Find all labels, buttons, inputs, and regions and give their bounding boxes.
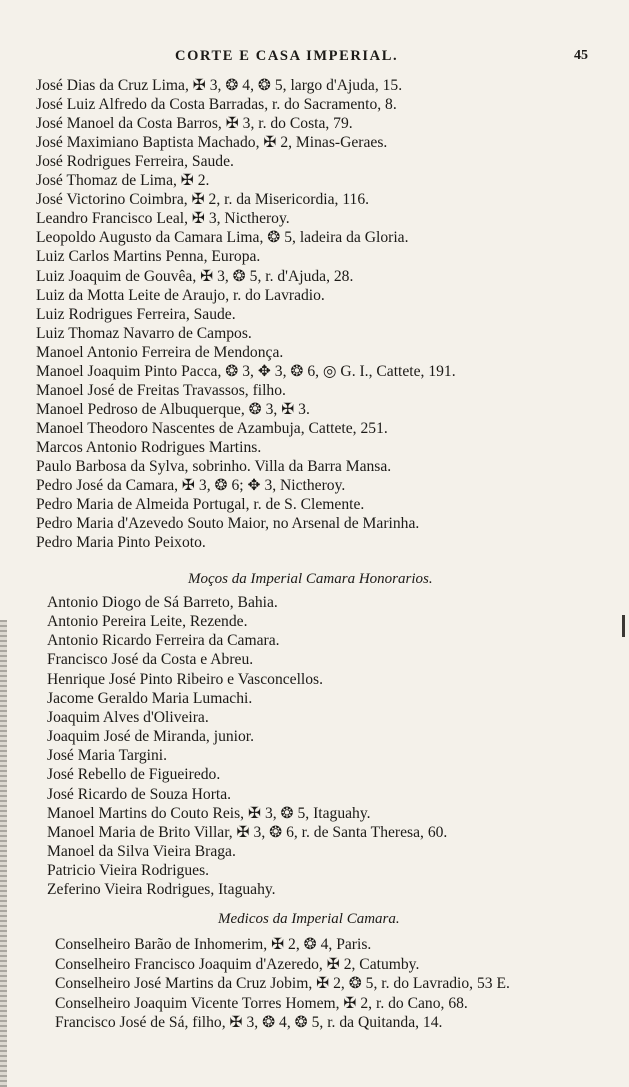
list-item: Manoel José de Freitas Travassos, filho. bbox=[36, 381, 286, 399]
list-item: Manoel Pedroso de Albuquerque, ❂ 3, ✠ 3. bbox=[36, 400, 310, 418]
page-edge-shadow bbox=[0, 620, 7, 1087]
list-item: Henrique José Pinto Ribeiro e Vasconcellos. bbox=[47, 670, 324, 688]
list-item: José Manoel da Costa Barros, ✠ 3, r. do Costa, 79. bbox=[36, 115, 353, 133]
list-item: José Rodrigues Ferreira, Saude. bbox=[36, 153, 234, 171]
list-item: Pedro Maria de Almeida Portugal, r. de S. Clemente. bbox=[36, 496, 365, 514]
section-heading-medicos: Medicos da Imperial Camara. bbox=[218, 911, 400, 927]
list-item: José Thomaz de Lima, ✠ 2. bbox=[36, 172, 210, 190]
list-item: Manoel Maria de Brito Villar, ✠ 3, ❂ 6, r. de Santa Theresa, 60. bbox=[47, 823, 448, 841]
list-item: José Ricardo de Souza Horta. bbox=[47, 785, 232, 803]
list-item: Manoel Theodoro Nascentes de Azambuja, Cattete, 251. bbox=[36, 419, 388, 437]
list-item: Francisco José de Sá, filho, ✠ 3, ❂ 4, ❂ 5, r. da Quitanda, 14. bbox=[55, 1014, 443, 1032]
list-item: Jacome Geraldo Maria Lumachi. bbox=[47, 689, 253, 707]
list-item: José Maximiano Baptista Machado, ✠ 2, Minas-Geraes. bbox=[36, 134, 388, 152]
list-item: Joaquim José de Miranda, junior. bbox=[47, 728, 255, 746]
list-item: Leopoldo Augusto da Camara Lima, ❂ 5, ladeira da Gloria. bbox=[36, 229, 409, 247]
list-item: Conselheiro Joaquim Vicente Torres Homem, ✠ 2, r. do Cano, 68. bbox=[55, 994, 468, 1012]
list-item: Manoel da Silva Vieira Braga. bbox=[47, 842, 236, 860]
list-item: Luiz Joaquim de Gouvêa, ✠ 3, ❂ 5, r. d'Ajuda, 28. bbox=[36, 267, 354, 285]
list-item: Manoel Antonio Ferreira de Mendonça. bbox=[36, 343, 284, 361]
running-title: CORTE E CASA IMPERIAL. bbox=[175, 48, 399, 64]
list-item: Antonio Pereira Leite, Rezende. bbox=[47, 613, 248, 631]
list-item: Francisco José da Costa e Abreu. bbox=[47, 651, 254, 669]
margin-mark bbox=[622, 615, 625, 637]
page-number: 45 bbox=[574, 48, 588, 63]
list-item: Patricio Vieira Rodrigues. bbox=[47, 862, 210, 880]
list-item: Zeferino Vieira Rodrigues, Itaguahy. bbox=[47, 881, 276, 899]
list-item: Leandro Francisco Leal, ✠ 3, Nictheroy. bbox=[36, 210, 290, 228]
list-item: Manoel Joaquim Pinto Pacca, ❂ 3, ✥ 3, ❂ 6, ◎ G. I., Cattete, 191. bbox=[36, 362, 456, 380]
list-item: Pedro José da Camara, ✠ 3, ❂ 6; ✥ 3, Nictheroy. bbox=[36, 477, 346, 495]
list-item: Antonio Ricardo Ferreira da Camara. bbox=[47, 632, 280, 650]
list-item: José Dias da Cruz Lima, ✠ 3, ❂ 4, ❂ 5, largo d'Ajuda, 15. bbox=[36, 77, 403, 94]
list-item: Conselheiro Francisco Joaquim d'Azeredo, ✠ 2, Catumby. bbox=[55, 955, 420, 973]
list-item: Marcos Antonio Rodrigues Martins. bbox=[36, 438, 262, 456]
section-heading-mocos-honorarios: Moços da Imperial Camara Honorarios. bbox=[188, 571, 433, 587]
list-item: Conselheiro José Martins da Cruz Jobim, ✠ 2, ❂ 5, r. do Lavradio, 53 E. bbox=[55, 975, 510, 993]
list-item: José Victorino Coimbra, ✠ 2, r. da Misericordia, 116. bbox=[36, 191, 370, 209]
list-item: Luiz Thomaz Navarro de Campos. bbox=[36, 324, 252, 342]
list-item: Luiz Rodrigues Ferreira, Saude. bbox=[36, 305, 236, 323]
list-item: José Maria Targini. bbox=[47, 747, 168, 765]
list-item: Conselheiro Barão de Inhomerim, ✠ 2, ❂ 4, Paris. bbox=[55, 936, 372, 953]
list-item: Antonio Diogo de Sá Barreto, Bahia. bbox=[47, 594, 278, 611]
list-item: José Rebello de Figueiredo. bbox=[47, 766, 221, 784]
list-item: Manoel Martins do Couto Reis, ✠ 3, ❂ 5, Itaguahy. bbox=[47, 804, 371, 822]
list-item: Joaquim Alves d'Oliveira. bbox=[47, 708, 209, 726]
list-item: Luiz Carlos Martins Penna, Europa. bbox=[36, 248, 261, 266]
list-item: José Luiz Alfredo da Costa Barradas, r. do Sacramento, 8. bbox=[36, 96, 397, 114]
list-item: Luiz da Motta Leite de Araujo, r. do Lavradio. bbox=[36, 286, 325, 304]
list-item: Pedro Maria d'Azevedo Souto Maior, no Arsenal de Marinha. bbox=[36, 515, 420, 533]
list-item: Pedro Maria Pinto Peixoto. bbox=[36, 534, 206, 552]
page-header bbox=[0, 48, 629, 70]
list-item: Paulo Barbosa da Sylva, sobrinho. Villa da Barra Mansa. bbox=[36, 458, 392, 475]
